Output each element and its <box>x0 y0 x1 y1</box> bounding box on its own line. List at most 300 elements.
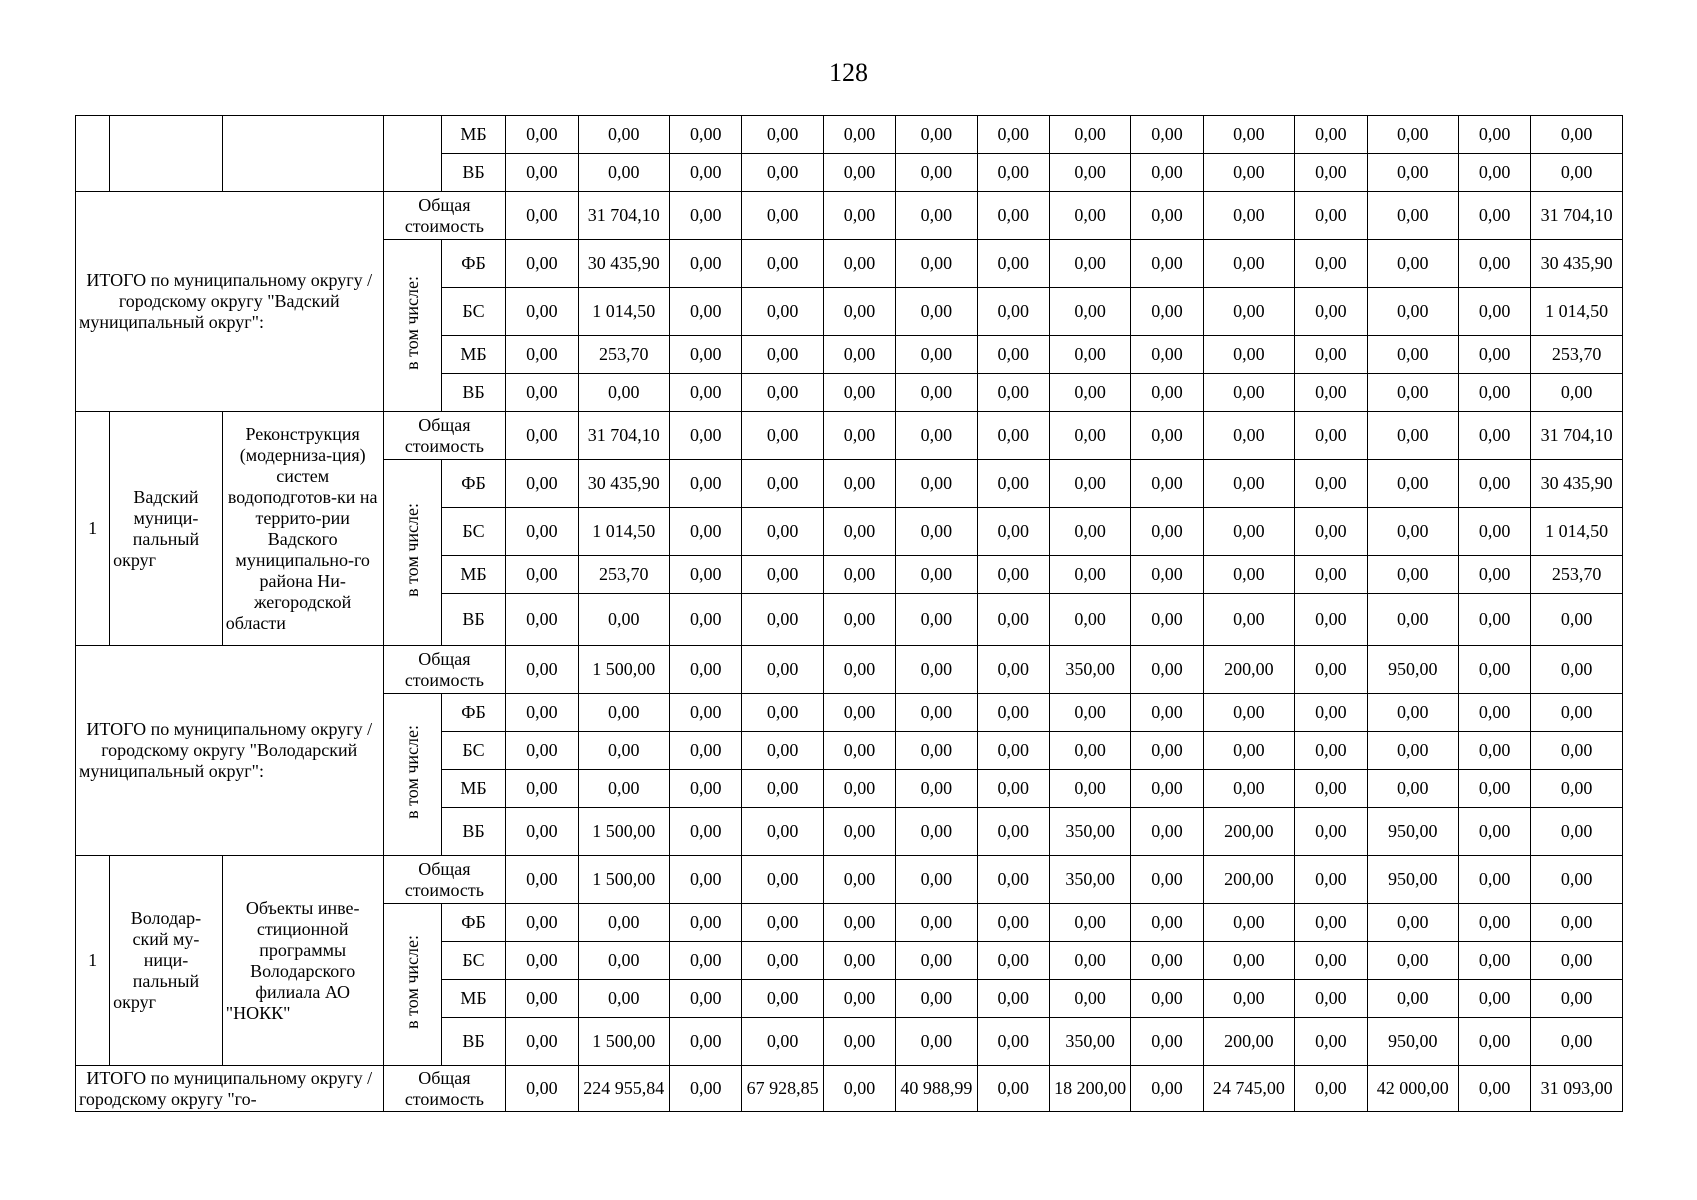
total-cost-label: Общая стоимость <box>383 192 506 240</box>
value-cell: 224 955,84 <box>578 1066 669 1112</box>
value-cell: 0,00 <box>506 732 578 770</box>
value-cell: 0,00 <box>1367 694 1458 732</box>
value-cell: 0,00 <box>1131 240 1203 288</box>
value-cell: 0,00 <box>977 904 1049 942</box>
value-cell: 0,00 <box>578 594 669 646</box>
value-cell: 0,00 <box>742 942 823 980</box>
value-cell: 0,00 <box>506 1018 578 1066</box>
value-cell: 0,00 <box>1458 942 1530 980</box>
value-cell: 0,00 <box>977 412 1049 460</box>
number-cell <box>76 116 110 192</box>
including-label-cell <box>383 240 441 412</box>
value-cell: 0,00 <box>1203 374 1294 412</box>
value-cell: 0,00 <box>896 942 977 980</box>
value-cell: 0,00 <box>896 594 977 646</box>
value-cell: 0,00 <box>896 336 977 374</box>
value-cell: 0,00 <box>1531 808 1623 856</box>
value-cell: 0,00 <box>1458 1066 1530 1112</box>
value-cell: 0,00 <box>1531 904 1623 942</box>
value-cell: 0,00 <box>506 942 578 980</box>
value-cell: 31 704,10 <box>1531 192 1623 240</box>
value-cell: 0,00 <box>1458 770 1530 808</box>
value-cell: 200,00 <box>1203 646 1294 694</box>
value-cell: 0,00 <box>670 412 742 460</box>
value-cell: 0,00 <box>1203 460 1294 508</box>
including-cell <box>383 116 441 192</box>
value-cell: 0,00 <box>1131 808 1203 856</box>
value-cell: 0,00 <box>578 732 669 770</box>
value-cell: 0,00 <box>823 594 895 646</box>
value-cell: 0,00 <box>1458 856 1530 904</box>
value-cell: 0,00 <box>1367 904 1458 942</box>
value-cell: 0,00 <box>1131 336 1203 374</box>
value-cell: 0,00 <box>1131 1066 1203 1112</box>
value-cell: 0,00 <box>742 240 823 288</box>
value-cell: 0,00 <box>1367 594 1458 646</box>
value-cell: 0,00 <box>823 336 895 374</box>
value-cell: 0,00 <box>823 732 895 770</box>
value-cell: 0,00 <box>742 1018 823 1066</box>
value-cell: 0,00 <box>977 240 1049 288</box>
value-cell: 0,00 <box>1049 240 1130 288</box>
value-cell: 0,00 <box>1049 556 1130 594</box>
value-cell: 0,00 <box>896 374 977 412</box>
value-cell: 30 435,90 <box>578 460 669 508</box>
value-cell: 1 014,50 <box>578 288 669 336</box>
value-cell: 0,00 <box>1131 594 1203 646</box>
value-cell: 0,00 <box>1367 116 1458 154</box>
value-cell: 0,00 <box>1295 1066 1367 1112</box>
value-cell: 0,00 <box>977 808 1049 856</box>
including-label-cell <box>383 460 441 646</box>
value-cell: 0,00 <box>1458 336 1530 374</box>
value-cell: 0,00 <box>977 374 1049 412</box>
value-cell: 0,00 <box>1458 1018 1530 1066</box>
value-cell: 0,00 <box>1049 154 1130 192</box>
value-cell: 0,00 <box>896 856 977 904</box>
value-cell: 0,00 <box>896 556 977 594</box>
value-cell: 0,00 <box>1203 240 1294 288</box>
value-cell: 350,00 <box>1049 646 1130 694</box>
object-name: Реконструкция (модерниза-ция) систем водоподготов-ки на террито-рии Вадского муниципально-го района Ни-жегородской области <box>222 412 383 646</box>
value-cell: 0,00 <box>977 154 1049 192</box>
value-cell: 0,00 <box>506 192 578 240</box>
value-cell: 0,00 <box>506 240 578 288</box>
value-cell: 30 435,90 <box>1531 240 1623 288</box>
table-row <box>76 192 1623 240</box>
value-cell: 0,00 <box>506 980 578 1018</box>
value-cell: 0,00 <box>1531 646 1623 694</box>
value-cell: 0,00 <box>1203 336 1294 374</box>
value-cell: 0,00 <box>1295 1018 1367 1066</box>
fund-label: БС <box>441 942 505 980</box>
value-cell: 0,00 <box>1131 732 1203 770</box>
fund-label: ФБ <box>441 240 505 288</box>
value-cell: 0,00 <box>1531 594 1623 646</box>
value-cell: 0,00 <box>670 942 742 980</box>
value-cell: 0,00 <box>1458 412 1530 460</box>
value-cell: 0,00 <box>1458 646 1530 694</box>
value-cell: 0,00 <box>1295 904 1367 942</box>
value-cell: 0,00 <box>1049 508 1130 556</box>
value-cell: 0,00 <box>1049 336 1130 374</box>
value-cell: 0,00 <box>742 460 823 508</box>
value-cell: 1 014,50 <box>578 508 669 556</box>
value-cell: 0,00 <box>1049 374 1130 412</box>
value-cell: 0,00 <box>742 116 823 154</box>
value-cell: 0,00 <box>1203 192 1294 240</box>
value-cell: 30 435,90 <box>578 240 669 288</box>
table-row <box>76 116 1623 154</box>
value-cell: 0,00 <box>1131 288 1203 336</box>
value-cell: 0,00 <box>1458 594 1530 646</box>
value-cell: 0,00 <box>1531 732 1623 770</box>
value-cell: 0,00 <box>1131 904 1203 942</box>
including-label: в том числе: <box>401 276 422 370</box>
value-cell: 0,00 <box>1367 508 1458 556</box>
table-row <box>76 646 1623 694</box>
value-cell: 0,00 <box>896 770 977 808</box>
value-cell: 0,00 <box>1295 694 1367 732</box>
value-cell: 0,00 <box>1458 460 1530 508</box>
value-cell: 0,00 <box>1458 904 1530 942</box>
value-cell: 950,00 <box>1367 808 1458 856</box>
object-cell <box>222 116 383 192</box>
including-label: в том числе: <box>401 503 422 597</box>
value-cell: 0,00 <box>506 412 578 460</box>
value-cell: 0,00 <box>896 240 977 288</box>
value-cell: 0,00 <box>823 1018 895 1066</box>
value-cell: 0,00 <box>823 980 895 1018</box>
value-cell: 0,00 <box>506 374 578 412</box>
total-label: ИТОГО по муниципальному округу / городскому округу "Володарский муниципальный округ": <box>76 646 384 856</box>
value-cell: 0,00 <box>977 1018 1049 1066</box>
value-cell: 0,00 <box>1295 336 1367 374</box>
value-cell: 0,00 <box>1367 374 1458 412</box>
value-cell: 0,00 <box>1131 1018 1203 1066</box>
value-cell: 0,00 <box>578 942 669 980</box>
value-cell: 0,00 <box>1367 336 1458 374</box>
value-cell: 0,00 <box>1049 288 1130 336</box>
value-cell: 0,00 <box>1295 508 1367 556</box>
value-cell: 0,00 <box>670 732 742 770</box>
value-cell: 200,00 <box>1203 1018 1294 1066</box>
value-cell: 0,00 <box>1295 942 1367 980</box>
fund-label: ФБ <box>441 460 505 508</box>
value-cell: 0,00 <box>896 646 977 694</box>
value-cell: 1 500,00 <box>578 1018 669 1066</box>
value-cell: 0,00 <box>1458 374 1530 412</box>
value-cell: 0,00 <box>670 694 742 732</box>
value-cell: 0,00 <box>1131 412 1203 460</box>
value-cell: 0,00 <box>742 412 823 460</box>
value-cell: 0,00 <box>670 508 742 556</box>
value-cell: 0,00 <box>1458 694 1530 732</box>
value-cell: 0,00 <box>1203 980 1294 1018</box>
value-cell: 0,00 <box>1531 942 1623 980</box>
value-cell: 0,00 <box>823 556 895 594</box>
value-cell: 1 014,50 <box>1531 508 1623 556</box>
value-cell: 0,00 <box>506 904 578 942</box>
value-cell: 0,00 <box>1131 980 1203 1018</box>
value-cell: 0,00 <box>1295 646 1367 694</box>
value-cell: 0,00 <box>977 980 1049 1018</box>
district-cell <box>110 116 223 192</box>
value-cell: 0,00 <box>1295 192 1367 240</box>
value-cell: 0,00 <box>1049 732 1130 770</box>
value-cell: 0,00 <box>977 594 1049 646</box>
value-cell: 253,70 <box>1531 336 1623 374</box>
total-cost-label: Общая стоимость <box>383 412 506 460</box>
budget-table <box>75 115 1623 1112</box>
value-cell: 253,70 <box>1531 556 1623 594</box>
value-cell: 0,00 <box>977 556 1049 594</box>
value-cell: 0,00 <box>1458 980 1530 1018</box>
value-cell: 40 988,99 <box>896 1066 977 1112</box>
value-cell: 0,00 <box>1049 770 1130 808</box>
value-cell: 0,00 <box>1295 770 1367 808</box>
value-cell: 0,00 <box>578 770 669 808</box>
value-cell: 0,00 <box>896 288 977 336</box>
value-cell: 0,00 <box>506 856 578 904</box>
value-cell: 0,00 <box>670 192 742 240</box>
district-name: Володар-ский му-ници-пальный округ <box>110 856 223 1066</box>
value-cell: 0,00 <box>1295 556 1367 594</box>
value-cell: 0,00 <box>670 1066 742 1112</box>
value-cell: 0,00 <box>506 154 578 192</box>
value-cell: 0,00 <box>1131 374 1203 412</box>
value-cell: 350,00 <box>1049 808 1130 856</box>
value-cell: 42 000,00 <box>1367 1066 1458 1112</box>
value-cell: 200,00 <box>1203 856 1294 904</box>
value-cell: 0,00 <box>742 336 823 374</box>
value-cell: 0,00 <box>670 240 742 288</box>
value-cell: 0,00 <box>823 904 895 942</box>
value-cell: 0,00 <box>823 240 895 288</box>
value-cell: 0,00 <box>1131 116 1203 154</box>
value-cell: 0,00 <box>896 694 977 732</box>
value-cell: 0,00 <box>670 116 742 154</box>
fund-label: БС <box>441 508 505 556</box>
value-cell: 0,00 <box>506 116 578 154</box>
value-cell: 0,00 <box>578 694 669 732</box>
value-cell: 0,00 <box>670 374 742 412</box>
value-cell: 0,00 <box>823 694 895 732</box>
value-cell: 0,00 <box>977 1066 1049 1112</box>
value-cell: 0,00 <box>1367 192 1458 240</box>
fund-label: ВБ <box>441 1018 505 1066</box>
value-cell: 0,00 <box>1458 116 1530 154</box>
value-cell: 0,00 <box>670 1018 742 1066</box>
value-cell: 0,00 <box>506 1066 578 1112</box>
total-cost-label: Общая стоимость <box>383 1066 506 1112</box>
fund-label: ВБ <box>441 154 505 192</box>
value-cell: 0,00 <box>1458 508 1530 556</box>
value-cell: 0,00 <box>823 508 895 556</box>
value-cell: 1 014,50 <box>1531 288 1623 336</box>
value-cell: 0,00 <box>742 904 823 942</box>
value-cell: 0,00 <box>670 770 742 808</box>
value-cell: 0,00 <box>670 288 742 336</box>
value-cell: 0,00 <box>1458 556 1530 594</box>
value-cell: 0,00 <box>506 288 578 336</box>
value-cell: 0,00 <box>506 460 578 508</box>
value-cell: 0,00 <box>1531 116 1623 154</box>
value-cell: 0,00 <box>742 192 823 240</box>
value-cell: 1 500,00 <box>578 808 669 856</box>
total-label: ИТОГО по муниципальному округу / городскому округу "го- <box>76 1066 384 1112</box>
value-cell: 0,00 <box>823 412 895 460</box>
value-cell: 0,00 <box>823 460 895 508</box>
value-cell: 31 704,10 <box>578 192 669 240</box>
value-cell: 0,00 <box>1203 942 1294 980</box>
value-cell: 0,00 <box>1295 116 1367 154</box>
value-cell: 0,00 <box>742 556 823 594</box>
value-cell: 0,00 <box>1458 808 1530 856</box>
value-cell: 0,00 <box>742 856 823 904</box>
value-cell: 0,00 <box>977 508 1049 556</box>
value-cell: 0,00 <box>896 808 977 856</box>
value-cell: 0,00 <box>1458 732 1530 770</box>
value-cell: 0,00 <box>742 646 823 694</box>
value-cell: 31 704,10 <box>1531 412 1623 460</box>
value-cell: 0,00 <box>670 154 742 192</box>
value-cell: 0,00 <box>1367 412 1458 460</box>
value-cell: 0,00 <box>1531 980 1623 1018</box>
value-cell: 0,00 <box>578 980 669 1018</box>
value-cell: 0,00 <box>742 154 823 192</box>
value-cell: 0,00 <box>1049 460 1130 508</box>
fund-label: ВБ <box>441 594 505 646</box>
value-cell: 0,00 <box>823 288 895 336</box>
value-cell: 0,00 <box>977 732 1049 770</box>
total-cost-label: Общая стоимость <box>383 646 506 694</box>
value-cell: 0,00 <box>1531 770 1623 808</box>
value-cell: 0,00 <box>1131 508 1203 556</box>
value-cell: 0,00 <box>1367 980 1458 1018</box>
value-cell: 67 928,85 <box>742 1066 823 1112</box>
value-cell: 31 704,10 <box>578 412 669 460</box>
value-cell: 0,00 <box>670 980 742 1018</box>
value-cell: 0,00 <box>1131 460 1203 508</box>
value-cell: 0,00 <box>578 154 669 192</box>
value-cell: 0,00 <box>742 808 823 856</box>
value-cell: 253,70 <box>578 336 669 374</box>
value-cell: 0,00 <box>1131 556 1203 594</box>
value-cell: 0,00 <box>823 770 895 808</box>
value-cell: 0,00 <box>1203 694 1294 732</box>
value-cell: 0,00 <box>1367 154 1458 192</box>
value-cell: 0,00 <box>1049 904 1130 942</box>
fund-label: ФБ <box>441 694 505 732</box>
value-cell: 0,00 <box>896 460 977 508</box>
value-cell: 0,00 <box>823 374 895 412</box>
district-name: Вадский муници-пальный округ <box>110 412 223 646</box>
value-cell: 0,00 <box>977 770 1049 808</box>
value-cell: 1 500,00 <box>578 856 669 904</box>
row-number: 1 <box>76 412 110 646</box>
value-cell: 0,00 <box>1203 412 1294 460</box>
value-cell: 0,00 <box>1295 374 1367 412</box>
value-cell: 350,00 <box>1049 1018 1130 1066</box>
fund-label: ФБ <box>441 904 505 942</box>
value-cell: 0,00 <box>1295 808 1367 856</box>
fund-label: БС <box>441 288 505 336</box>
value-cell: 0,00 <box>1131 154 1203 192</box>
value-cell: 0,00 <box>1367 556 1458 594</box>
value-cell: 0,00 <box>896 980 977 1018</box>
value-cell: 253,70 <box>578 556 669 594</box>
value-cell: 0,00 <box>1367 288 1458 336</box>
total-cost-label: Общая стоимость <box>383 856 506 904</box>
value-cell: 950,00 <box>1367 646 1458 694</box>
value-cell: 0,00 <box>1367 460 1458 508</box>
value-cell: 0,00 <box>1203 904 1294 942</box>
value-cell: 0,00 <box>1131 646 1203 694</box>
value-cell: 0,00 <box>670 460 742 508</box>
value-cell: 0,00 <box>977 336 1049 374</box>
value-cell: 0,00 <box>1203 732 1294 770</box>
value-cell: 0,00 <box>823 646 895 694</box>
value-cell: 0,00 <box>1295 856 1367 904</box>
value-cell: 0,00 <box>1295 154 1367 192</box>
value-cell: 0,00 <box>896 508 977 556</box>
value-cell: 0,00 <box>977 288 1049 336</box>
value-cell: 0,00 <box>896 192 977 240</box>
value-cell: 0,00 <box>823 1066 895 1112</box>
value-cell: 0,00 <box>1458 288 1530 336</box>
including-label: в том числе: <box>401 725 422 819</box>
value-cell: 200,00 <box>1203 808 1294 856</box>
value-cell: 0,00 <box>670 808 742 856</box>
value-cell: 0,00 <box>1131 942 1203 980</box>
value-cell: 0,00 <box>1458 192 1530 240</box>
value-cell: 0,00 <box>1295 288 1367 336</box>
value-cell: 1 500,00 <box>578 646 669 694</box>
value-cell: 0,00 <box>1531 154 1623 192</box>
value-cell: 0,00 <box>1458 154 1530 192</box>
fund-label: ВБ <box>441 808 505 856</box>
value-cell: 0,00 <box>823 154 895 192</box>
value-cell: 0,00 <box>742 732 823 770</box>
value-cell: 0,00 <box>670 904 742 942</box>
value-cell: 0,00 <box>1049 694 1130 732</box>
value-cell: 0,00 <box>1131 694 1203 732</box>
fund-label: МБ <box>441 556 505 594</box>
value-cell: 0,00 <box>1367 942 1458 980</box>
fund-label: МБ <box>441 116 505 154</box>
value-cell: 0,00 <box>506 646 578 694</box>
value-cell: 0,00 <box>670 556 742 594</box>
value-cell: 0,00 <box>742 288 823 336</box>
value-cell: 0,00 <box>1367 732 1458 770</box>
value-cell: 0,00 <box>1049 116 1130 154</box>
fund-label: МБ <box>441 980 505 1018</box>
value-cell: 0,00 <box>1367 240 1458 288</box>
value-cell: 0,00 <box>823 856 895 904</box>
value-cell: 0,00 <box>1203 770 1294 808</box>
value-cell: 0,00 <box>977 646 1049 694</box>
value-cell: 0,00 <box>742 594 823 646</box>
value-cell: 0,00 <box>578 374 669 412</box>
value-cell: 0,00 <box>823 808 895 856</box>
value-cell: 24 745,00 <box>1203 1066 1294 1112</box>
value-cell: 0,00 <box>506 694 578 732</box>
value-cell: 0,00 <box>742 694 823 732</box>
value-cell: 0,00 <box>1203 594 1294 646</box>
table-row <box>76 412 1623 460</box>
value-cell: 0,00 <box>896 732 977 770</box>
